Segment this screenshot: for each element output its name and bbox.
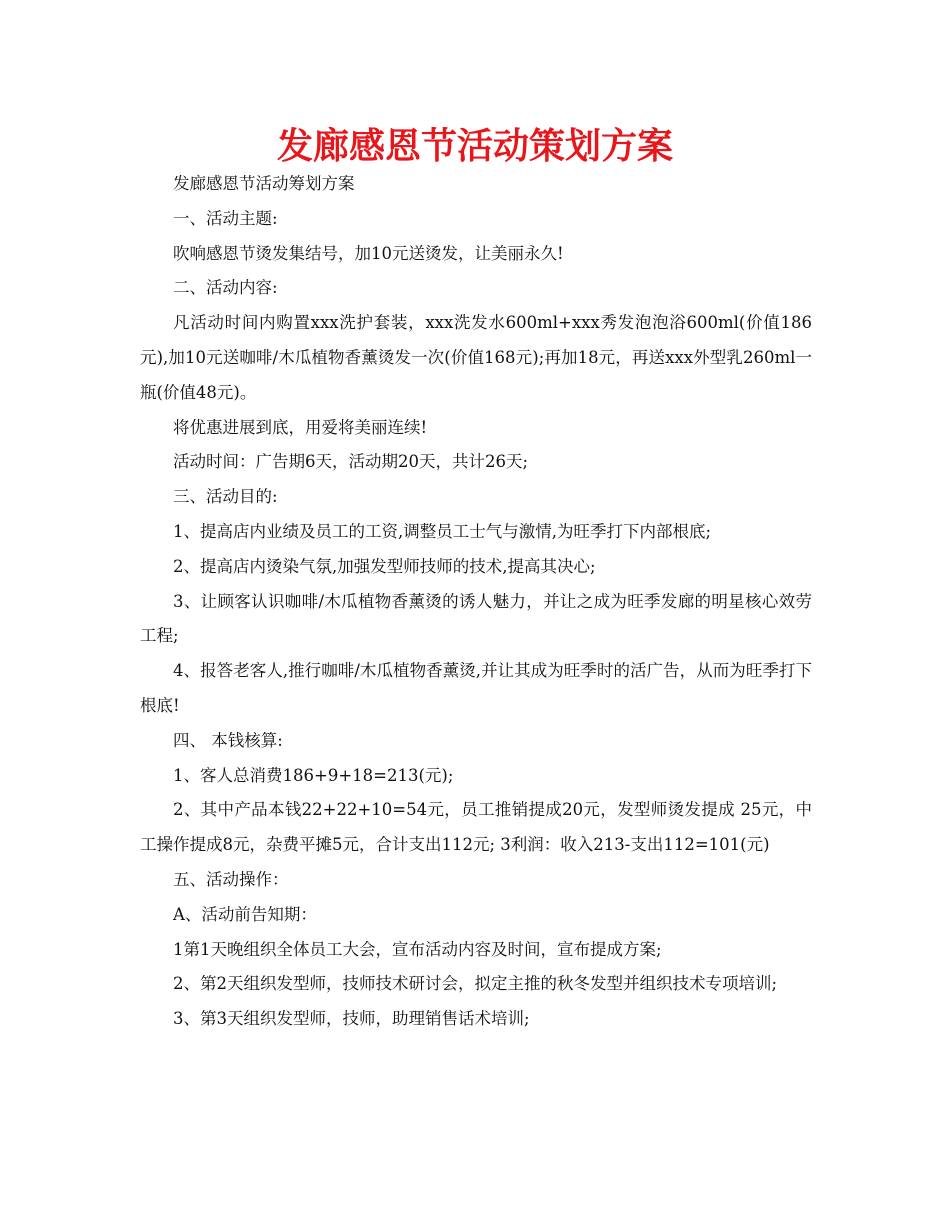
document-title: 发廊感恩节活动策划方案 xyxy=(276,126,673,167)
document-body xyxy=(140,167,812,1037)
paragraph-purpose-2: 2、提高店内烫染气氛,加强发型师技师的技术,提高其决心; xyxy=(173,556,596,576)
paragraph-theme: 吹响感恩节烫发集结号，加10元送烫发，让美丽永久! xyxy=(173,243,564,263)
paragraph-cost-1: 1、客人总消费186+9+18=213(元); xyxy=(173,765,454,785)
section-heading-content: 二、活动内容: xyxy=(173,278,278,298)
section-heading-operation: 五、活动操作： xyxy=(173,869,289,889)
paragraph-subtitle: 发廊感恩节活动筹划方案 xyxy=(173,174,355,193)
section-heading-purpose: 三、活动目的: xyxy=(173,487,278,507)
paragraph-purpose-1: 1、提高店内业绩及员工的工资,调整员工士气与激情,为旺季打下内部根底; xyxy=(173,521,712,541)
paragraph-content: 凡活动时间内购置xxx洗护套装，xxx洗发水600ml+xxx秀发泡泡浴600ml(价值186元),加10元送咖啡/木瓜植物香薰烫发一次(价值168元);再加18元，再送xxx外型乳260ml一瓶(价值48元)。 xyxy=(140,313,812,402)
paragraph-time: 活动时间：广告期6天，活动期20天，共计26天; xyxy=(173,452,529,472)
paragraph-purpose-4: 4、报答老客人,推行咖啡/木瓜植物香薰烫,并让其成为旺季时的活广告，从而为旺季打下根底! xyxy=(140,661,812,715)
paragraph-operation-1: 1第1天晚组织全体员工大会，宣布活动内容及时间，宣布提成方案; xyxy=(173,939,662,959)
section-heading-theme: 一、活动主题: xyxy=(173,208,278,228)
paragraph-purpose-3: 3、让顾客认识咖啡/木瓜植物香薰烫的诱人魅力，并让之成为旺季发廊的明星核心效劳工程; xyxy=(140,591,812,646)
section-heading-cost: 四、 本钱核算: xyxy=(173,730,283,750)
paragraph-cost-2: 2、其中产品本钱22+22+10=54元，员工推销提成20元，发型师烫发提成 25元，中工操作提成8元，杂费平摊5元，合计支出112元; 3利润：收入213-支出112=101(元) xyxy=(140,800,812,855)
paragraph-operation-2: 2、第2天组织发型师，技师技术研讨会，拟定主推的秋冬发型并组织技术专项培训; xyxy=(173,974,778,994)
paragraph-slogan: 将优惠进展到底，用爱将美丽连续! xyxy=(173,417,428,437)
paragraph-operation-3: 3、第3天组织发型师，技师，助理销售话术培训; xyxy=(173,1009,530,1029)
subsection-heading-notice: A、活动前告知期： xyxy=(173,904,317,924)
